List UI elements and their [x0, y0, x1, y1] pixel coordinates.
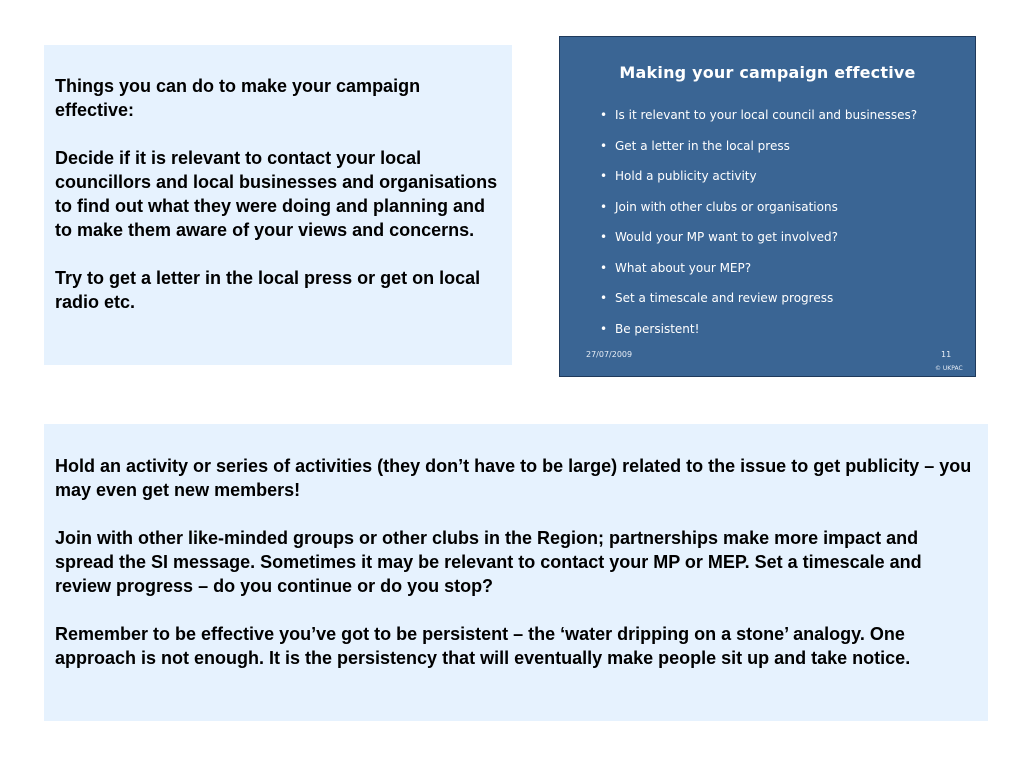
- bullet-icon: •: [600, 291, 608, 305]
- notes-bottom-paragraph-3: Remember to be effective you’ve got to be persistent – the ‘water dripping on a stone’ analogy. One approach is not enough. It is the persistency that will eventually make people sit up and take notice.: [55, 624, 911, 668]
- slide-bullet-item: [600, 290, 970, 321]
- slide-bullet-text: Join with other clubs or organisations: [615, 199, 838, 214]
- slide-page-number: 11: [941, 350, 952, 359]
- slide-bullet-item: [600, 107, 970, 138]
- bullet-icon: •: [600, 108, 608, 122]
- bullet-icon: •: [600, 260, 608, 275]
- notes-bottom-paragraph-1: Hold an activity or series of activities (they don’t have to be large) related to the issue to get publicity – you may even get new members!: [55, 456, 972, 500]
- slide-bullet-item: [600, 321, 970, 352]
- notes-bottom-paragraph-2: Join with other like-minded groups or other clubs in the Region; partnerships make more impact and spread the SI message. Sometimes it may be relevant to contact your MP or MEP. Set a timescale and review progress – do you continue or do you stop?: [55, 528, 922, 596]
- slide-bullet-text: Be persistent!: [615, 321, 700, 336]
- slide-bullet-text: Hold a publicity activity: [615, 169, 757, 183]
- bullet-icon: •: [600, 199, 608, 214]
- bullet-icon: •: [600, 138, 608, 153]
- slide-bullet-text: Set a timescale and review progress: [615, 291, 834, 305]
- slide-bullet-item: [600, 168, 970, 199]
- slide-title: Making your campaign effective: [619, 63, 916, 82]
- slide-bullet-item: [600, 229, 970, 260]
- notes-bottom-box: [44, 424, 988, 721]
- slide-bullet-item: [600, 199, 970, 230]
- bullet-icon: •: [600, 169, 608, 183]
- notes-top-paragraph-1: Things you can do to make your campaign effective:: [55, 76, 421, 120]
- bullet-icon: •: [600, 230, 608, 244]
- slide-bullet-text: Would your MP want to get involved?: [615, 230, 838, 244]
- notes-top-box: [44, 45, 512, 365]
- slide-copyright: © UKPAC: [935, 365, 963, 372]
- slide-bullet-text: Get a letter in the local press: [615, 138, 790, 153]
- slide-bullet-text: Is it relevant to your local council and businesses?: [615, 108, 918, 122]
- slide-bullet-item: [600, 138, 970, 169]
- slide-thumbnail: [559, 36, 976, 377]
- bullet-icon: •: [600, 321, 608, 336]
- notes-top-paragraph-3: Try to get a letter in the local press or get on local radio etc.: [55, 268, 481, 312]
- slide-bullet-list: [600, 107, 970, 351]
- slide-date: 27/07/2009: [586, 350, 633, 359]
- slide-bullet-item: [600, 260, 970, 291]
- slide-bullet-text: What about your MEP?: [615, 260, 752, 275]
- notes-top-paragraph-2: Decide if it is relevant to contact your local councillors and local businesses and organisations to find out what they were doing and planning and to make them aware of your views and concerns.: [55, 148, 498, 240]
